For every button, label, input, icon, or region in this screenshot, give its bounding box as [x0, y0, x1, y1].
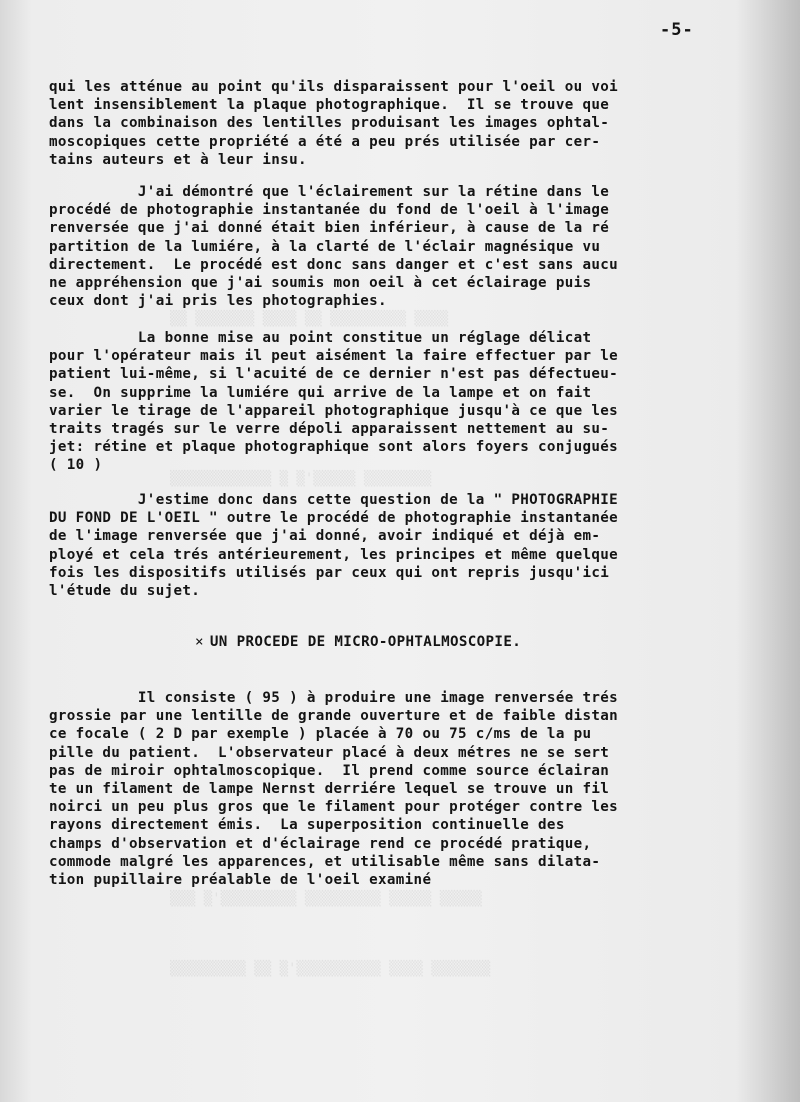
- text-line: moscopiques cette propriété a été a peu prés utilisée par cer-: [49, 133, 601, 150]
- section-heading-text: UN PROCEDE DE MICRO-OPHTALMOSCOPIE.: [209, 634, 522, 650]
- text-line: noirci un peu plus gros que le filament pour protéger contre les: [49, 799, 619, 816]
- show-through-text-1: ▒▒ ▒▒▒▒▒▒▒ ▒▒▒▒ ▒▒ ▒▒▒▒▒▒▒▒▒ ▒▒▒▒: [170, 311, 449, 327]
- text-line: l'étude du sujet.: [49, 583, 201, 600]
- text-line: champs d'observation et d'éclairage rend ce procédé pratique,: [49, 835, 592, 852]
- text-line: dans la combinaison des lentilles produisant les images ophtal-: [49, 115, 610, 132]
- text-line: tains auteurs et à leur insu.: [49, 151, 307, 168]
- text-line: procédé de photographie instantanée du fond de l'oeil à l'image: [49, 202, 610, 219]
- text-line: partition de la lumiére, à la clarté de l'éclair magnésique vu: [49, 238, 601, 255]
- text-line: ( 10 ): [49, 457, 103, 474]
- text-line: varier le tirage de l'appareil photographique jusqu'à ce que les: [49, 402, 619, 419]
- text-line: fois les dispositifs utilisés par ceux qui ont repris jusqu'ici: [49, 564, 610, 581]
- text-line: La bonne mise au point constitue un réglage délicat: [49, 330, 592, 346]
- handwritten-mark: ×: [195, 634, 204, 650]
- text-line: renversée que j'ai donné était bien inférieur, à cause de la ré: [49, 220, 610, 237]
- text-line: pille du patient. L'observateur placé à deux métres ne se sert: [49, 744, 610, 761]
- text-line: qui les atténue au point qu'ils disparaissent pour l'oeil ou voi: [49, 79, 619, 95]
- text-line: rayons directement émis. La superposition continuelle des: [49, 817, 565, 834]
- paragraph-5: [49, 689, 779, 889]
- text-line: jet: rétine et plaque photographique sont alors foyers conjugués: [49, 439, 619, 456]
- text-line: se. On supprime la lumiére qui arrive de la lampe et on fait: [49, 384, 592, 401]
- text-line: traits tragés sur le verre dépoli apparaissent nettement au su-: [49, 421, 610, 438]
- paragraph-1: [49, 78, 779, 169]
- paragraph-3: [49, 329, 779, 475]
- text-line: lent insensiblement la plaque photographique. Il se trouve que: [49, 97, 610, 114]
- text-line: J'ai démontré que l'éclairement sur la rétine dans le: [49, 184, 610, 200]
- text-line: patient lui-même, si l'acuité de ce dernier n'est pas défectueu-: [49, 366, 619, 383]
- section-heading: [195, 633, 521, 651]
- text-line: pas de miroir ophtalmoscopique. Il prend comme source éclairan: [49, 762, 610, 779]
- paragraph-2: [49, 183, 779, 310]
- text-line: ployé et cela trés antérieurement, les principes et même quelque: [49, 546, 619, 563]
- text-line: J'estime donc dans cette question de la " PHOTOGRAPHIE: [49, 492, 619, 508]
- text-line: pour l'opérateur mais il peut aisément la faire effectuer par le: [49, 348, 619, 365]
- page-number: -5-: [660, 20, 694, 40]
- text-line: ce focale ( 2 D par exemple ) placée à 70 ou 75 c/ms de la pu: [49, 726, 592, 743]
- text-line: ne appréhension que j'ai soumis mon oeil à cet éclairage puis: [49, 275, 592, 292]
- text-line: tion pupillaire préalable de l'oeil examiné: [49, 872, 432, 889]
- show-through-text-4: ▒▒▒▒▒▒▒▒▒ ▒▒ ▒'▒▒▒▒▒▒▒▒▒▒ ▒▒▒▒ ▒▒▒▒▒▒▒: [170, 961, 491, 977]
- text-line: directement. Le procédé est donc sans danger et c'est sans aucu: [49, 256, 619, 273]
- text-line: commode malgré les apparences, et utilisable même sans dilata-: [49, 853, 601, 870]
- show-through-text-3: ▒▒▒ ▒'▒▒▒▒▒▒▒▒▒ ▒▒▒▒▒▒▒▒▒ ▒▒▒▒▒ ▒▒▒▒▒: [170, 891, 482, 907]
- paragraph-4: [49, 491, 779, 600]
- text-line: te un filament de lampe Nernst derriére lequel se trouve un fil: [49, 781, 610, 798]
- text-line: DU FOND DE L'OEIL " outre le procédé de photographie instantanée: [49, 510, 619, 527]
- text-line: grossie par une lentille de grande ouverture et de faible distan: [49, 708, 619, 725]
- text-line: Il consiste ( 95 ) à produire une image renversée trés: [49, 690, 619, 706]
- text-line: ceux dont j'ai pris les photographies.: [49, 293, 387, 310]
- show-through-text-2: ▒▒▒▒▒▒▒▒▒▒▒▒ ▒ ▒'▒▒▒▒▒ ▒▒▒▒▒▒▒▒: [170, 471, 432, 487]
- text-line: de l'image renversée que j'ai donné, avoir indiqué et déjà em-: [49, 528, 601, 545]
